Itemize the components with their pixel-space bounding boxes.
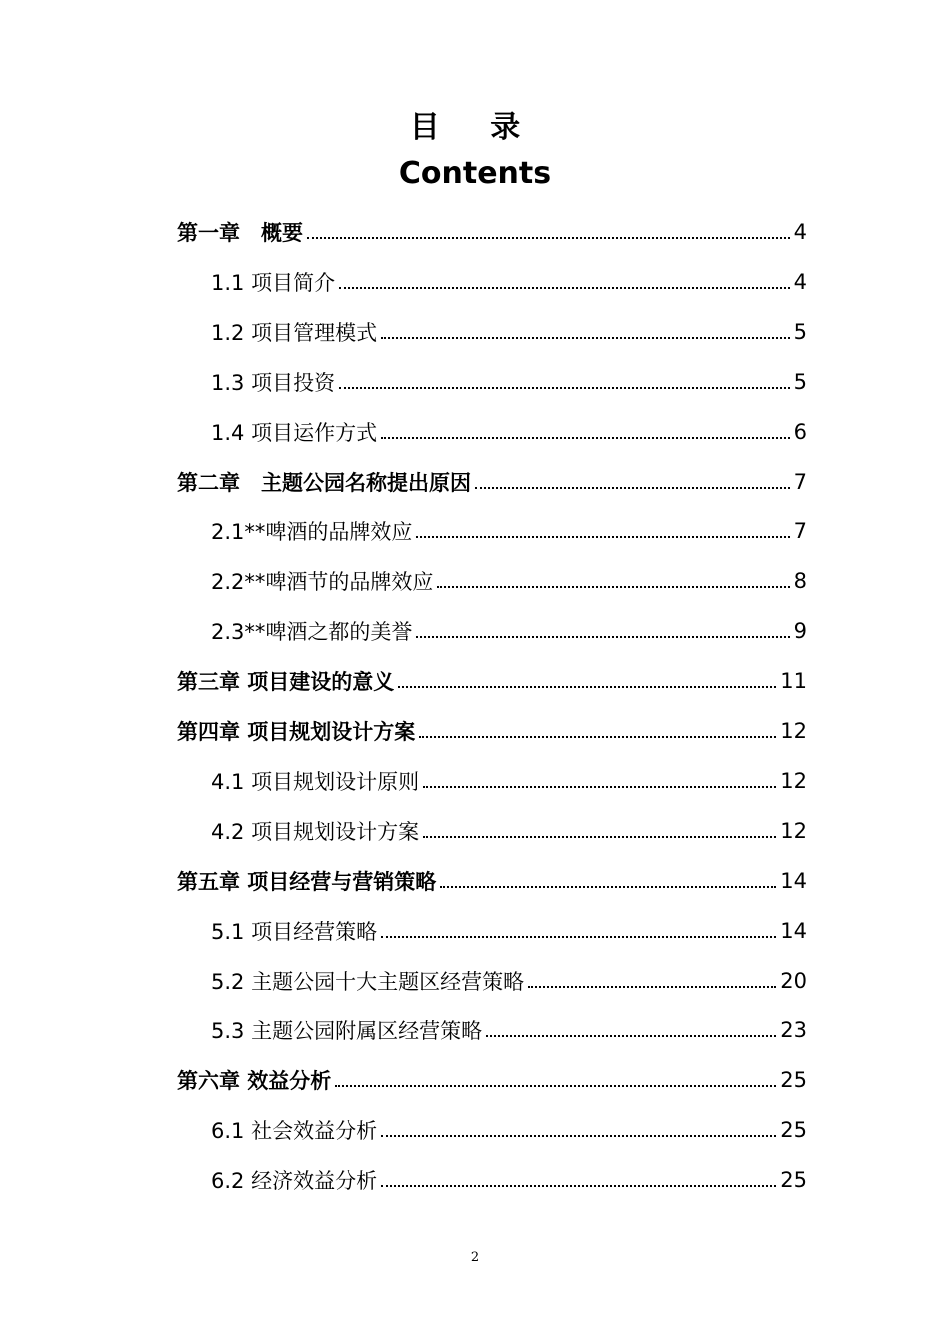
toc-section-entry[interactable] xyxy=(211,756,807,806)
dot-leader xyxy=(381,934,776,938)
toc-section-entry[interactable] xyxy=(211,257,807,307)
toc-entry-page: 14 xyxy=(780,868,807,893)
dot-leader xyxy=(339,285,790,289)
toc-entry-label: 4.1 项目规划设计原则 xyxy=(211,769,420,794)
toc-section-entry[interactable] xyxy=(211,556,807,606)
dot-leader xyxy=(475,485,790,489)
toc-entry-label: 第二章 主题公园名称提出原因 xyxy=(177,470,471,495)
dot-leader xyxy=(423,834,776,838)
dot-leader xyxy=(486,1033,776,1037)
dot-leader xyxy=(381,335,790,339)
toc-entry-page: 6 xyxy=(793,419,807,444)
dot-leader xyxy=(423,784,776,788)
toc-section-entry[interactable] xyxy=(211,307,807,357)
dot-leader xyxy=(416,634,789,638)
toc-entry-label: 6.1 社会效益分析 xyxy=(211,1119,378,1144)
toc-entry-page: 4 xyxy=(793,269,807,294)
toc-entry-page: 12 xyxy=(780,719,807,743)
toc-title-chinese: 目 录 xyxy=(409,110,541,145)
toc-entry-label: 1.4 项目运作方式 xyxy=(211,420,378,445)
toc-chapter-entry[interactable] xyxy=(177,656,807,706)
toc-entry-label: 第五章 项目经营与营销策略 xyxy=(177,869,437,894)
toc-title-english: Contents xyxy=(398,156,552,191)
toc-entry-page: 25 xyxy=(780,1168,807,1193)
toc-entry-page: 7 xyxy=(793,469,807,494)
dot-leader xyxy=(437,584,789,588)
toc-section-entry[interactable] xyxy=(211,1005,807,1055)
toc-entry-page: 4 xyxy=(793,220,807,244)
toc-entry-page: 23 xyxy=(780,1018,807,1043)
toc-section-entry[interactable] xyxy=(211,357,807,407)
toc-entry-label: 2.3**啤酒之都的美誉 xyxy=(211,620,413,645)
dot-leader xyxy=(339,385,790,389)
toc-entry-page: 5 xyxy=(793,369,807,394)
toc-section-entry[interactable] xyxy=(211,1155,807,1205)
toc-section-entry[interactable] xyxy=(211,606,807,656)
toc-chapter-entry[interactable] xyxy=(177,856,807,906)
toc-entry-page: 12 xyxy=(780,768,807,793)
toc-section-entry[interactable] xyxy=(211,906,807,956)
toc-chapter-entry[interactable] xyxy=(177,207,807,257)
dot-leader xyxy=(419,734,776,738)
toc-entry-label: 6.2 经济效益分析 xyxy=(211,1169,378,1194)
dot-leader xyxy=(381,1183,776,1187)
toc-section-entry[interactable] xyxy=(211,1105,807,1155)
toc-chapter-entry[interactable] xyxy=(177,1055,807,1105)
dot-leader xyxy=(381,435,790,439)
dot-leader xyxy=(381,1133,776,1137)
toc-entry-label: 第三章 项目建设的意义 xyxy=(177,670,395,695)
toc-entry-page: 9 xyxy=(793,619,807,644)
toc-section-entry[interactable] xyxy=(211,806,807,856)
toc-entry-page: 12 xyxy=(780,818,807,843)
toc-entry-label: 2.2**啤酒节的品牌效应 xyxy=(211,570,434,595)
toc-entry-label: 1.2 项目管理模式 xyxy=(211,320,378,345)
dot-leader xyxy=(416,534,789,538)
toc-entry-page: 5 xyxy=(793,319,807,344)
toc-entry-page: 7 xyxy=(793,519,807,544)
toc-entry-label: 5.1 项目经营策略 xyxy=(211,919,378,944)
toc-entry-label: 2.1**啤酒的品牌效应 xyxy=(211,520,413,545)
toc-entry-page: 20 xyxy=(780,968,807,993)
toc-entry-page: 14 xyxy=(780,918,807,943)
toc-entry-label: 4.2 项目规划设计方案 xyxy=(211,819,420,844)
toc-entry-page: 11 xyxy=(780,669,807,694)
toc-entry-label: 5.2 主题公园十大主题区经营策略 xyxy=(211,969,525,994)
toc-entry-label: 第六章 效益分析 xyxy=(177,1069,332,1094)
dot-leader xyxy=(440,884,776,888)
toc-entry-label: 1.1 项目简介 xyxy=(211,270,336,295)
toc-entry-label: 第四章 项目规划设计方案 xyxy=(177,720,416,744)
page-number: 2 xyxy=(470,1250,480,1265)
toc-entry-page: 8 xyxy=(793,569,807,594)
toc-chapter-entry[interactable] xyxy=(177,457,807,507)
toc-chapter-entry[interactable] xyxy=(177,706,807,756)
toc-entry-label: 第一章 概要 xyxy=(177,221,303,245)
toc-section-entry[interactable] xyxy=(211,506,807,556)
dot-leader xyxy=(528,984,776,988)
dot-leader xyxy=(398,684,776,688)
dot-leader xyxy=(307,235,790,239)
toc-entry-label: 1.3 项目投资 xyxy=(211,370,336,395)
toc-section-entry[interactable] xyxy=(211,956,807,1006)
toc-entry-page: 25 xyxy=(780,1118,807,1143)
toc-entry-page: 25 xyxy=(780,1068,807,1093)
dot-leader xyxy=(335,1083,776,1087)
toc-section-entry[interactable] xyxy=(211,407,807,457)
toc-entry-label: 5.3 主题公园附属区经营策略 xyxy=(211,1019,483,1044)
